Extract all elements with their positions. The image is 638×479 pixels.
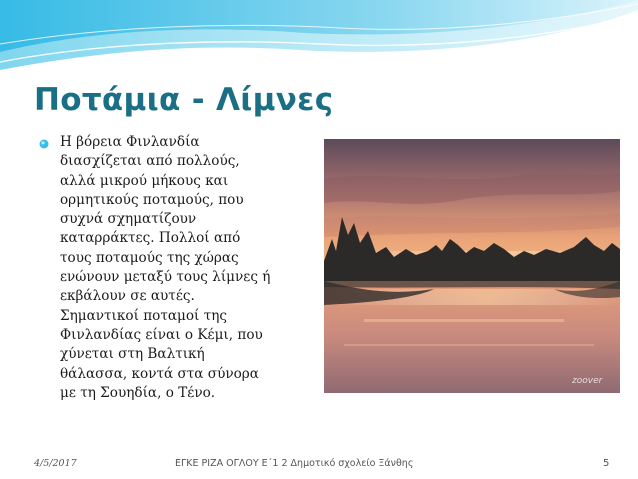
- lake-sunset-photo: [324, 139, 620, 393]
- bullet-icon: [38, 137, 50, 151]
- footer-page-number: 5: [603, 458, 610, 469]
- body-line: με τη Σουηδία, ο Τένο.: [60, 384, 216, 401]
- body-line: συχνά σχηματίζουν: [60, 211, 197, 228]
- body-line: θάλασσα, κοντά στα σύνορα: [60, 365, 259, 382]
- body-line: Η βόρεια Φινλανδία: [60, 134, 200, 150]
- body-line: εκβάλουν σε αυτές.: [60, 288, 195, 305]
- body-line: ενώνουν μεταξύ τους λίμνες ή: [60, 269, 271, 286]
- body-line: αλλά μικρού μήκους και: [60, 172, 229, 189]
- body-line: ορμητικούς ποταμούς, που: [60, 191, 244, 208]
- slide-title: Ποτάμια - Λίμνες: [34, 82, 334, 118]
- header-waves: [0, 0, 638, 80]
- photo-watermark: zoover: [572, 376, 603, 386]
- body-line: Φινλανδίας είναι ο Κέμι, που: [60, 326, 263, 343]
- body-line: τους ποταμούς της χώρας: [60, 249, 239, 266]
- body-line: χύνεται στη Βαλτική: [60, 346, 205, 363]
- bullet-text: [60, 133, 322, 403]
- footer-date: 4/5/2017: [34, 458, 77, 469]
- footer-text: ΕΓΚΕ ΡΙΖΑ ΟΓΛΟΥ Ε΄1 2 Δημοτικό σχολείο Ξάνθης: [175, 458, 414, 469]
- body-line: Σημαντικοί ποταμοί της: [60, 307, 227, 324]
- body-line: καταρράκτες. Πολλοί από: [60, 230, 241, 247]
- body-line: διασχίζεται από πολλούς,: [60, 153, 240, 170]
